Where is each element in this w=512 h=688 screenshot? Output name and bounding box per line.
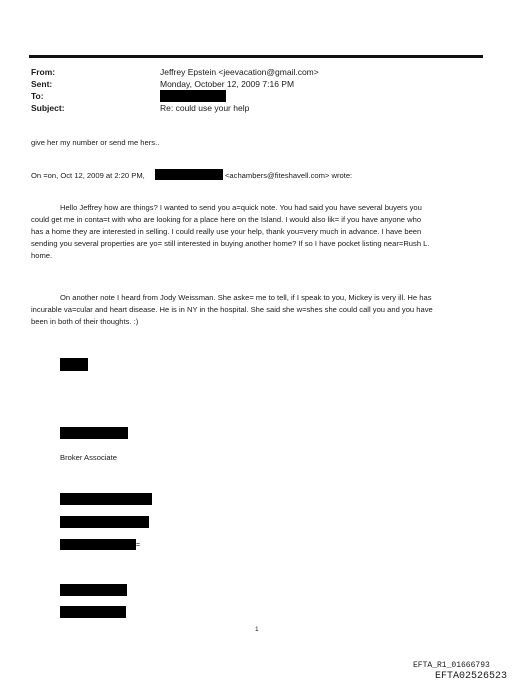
reply-line: give her my number or send me hers.. [31,138,160,147]
from-label: From: [31,67,56,77]
redaction-contact-2 [60,516,149,528]
subject-value: Re: could use your help [160,103,250,113]
header-rule [29,55,483,58]
quote-suffix: <achambers@fiteshavell.com> wrote: [225,171,353,180]
paragraph-line: home. [31,251,53,260]
from-value: Jeffrey Epstein <jeevacation@gmail.com> [160,67,319,77]
redaction-signature-name [60,358,88,371]
redaction-signature-line [60,427,128,439]
subject-label: Subject: [31,103,65,113]
trailing-mark: = [136,542,141,549]
sent-label: Sent: [31,79,53,89]
paragraph-line: could get me in conta=t with who are looking for a place here on the Island. I would also lik= if you have anyone who [31,215,422,224]
paragraph-line: has a home they are interested in selling. I could really use your help, thank you=very much in advance. I have been [31,227,422,236]
to-label: To: [31,91,44,101]
page-number: 1 [255,626,259,633]
redaction-contact-5 [60,606,126,618]
redaction-sender-name [155,169,223,180]
quote-prefix: On =on, Oct 12, 2009 at 2:20 PM, [31,171,145,180]
bates-number-1: EFTA_R1_01666793 [413,661,490,670]
redaction-contact-1 [60,493,152,505]
signature-title: Broker Associate [60,453,117,462]
paragraph-line: sending you several properties are yo= still interested in buying another home? If so I have pocket listing near=Rush L. [31,239,430,248]
bates-number-2: EFTA02526523 [435,671,508,682]
paragraph-line: incurable va=cular and heart disease. He is in NY in the hospital. She said she w=shes she could call you and you have [31,305,433,314]
redaction-to [160,90,226,102]
redaction-contact-4 [60,584,127,596]
redaction-contact-3 [60,539,136,550]
sent-value: Monday, October 12, 2009 7:16 PM [160,79,295,89]
paragraph-line: Hello Jeffrey how are things? I wanted to send you a=quick note. You had said you have several buyers you [60,203,422,212]
paragraph-line: been in both of their thoughts. :) [31,317,139,326]
paragraph-line: On another note I heard from Jody Weissman. She aske= me to tell, if I speak to you, Mickey is very ill. He has [60,293,432,302]
